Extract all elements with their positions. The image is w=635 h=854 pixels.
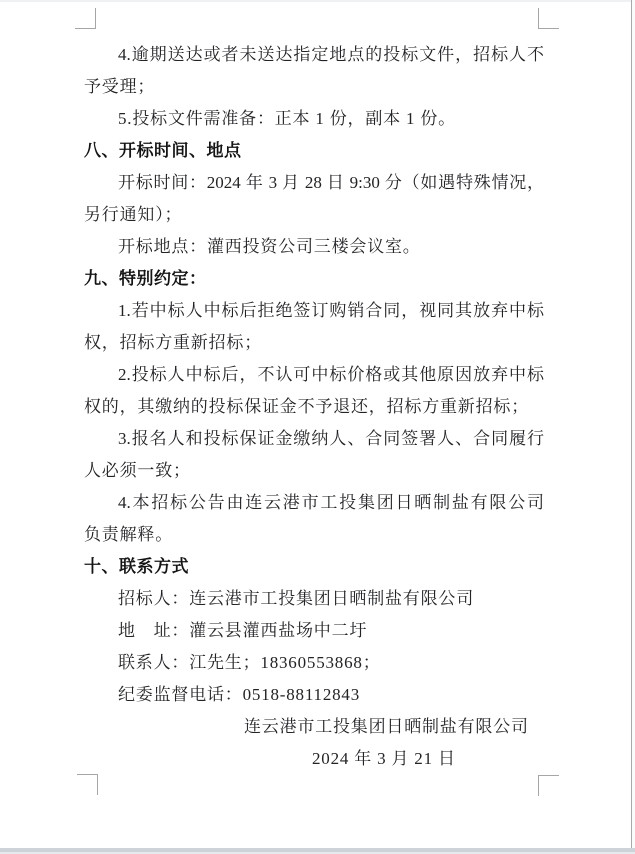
document-line: 3.报名人和投标保证金缴纳人、合同签署人、合同履行 [118, 429, 544, 448]
document-line: 地 址：灌云县灌西盐场中二圩 [118, 621, 368, 640]
margin-crop-mark-bottom-right [538, 775, 559, 796]
margin-crop-mark-top-left [75, 8, 96, 29]
document-line: 权的，其缴纳的投标保证金不予退还，招标方重新招标； [84, 397, 529, 416]
document-line: 招标人：连云港市工投集团日晒制盐有限公司 [118, 589, 474, 608]
section-heading: 十、联系方式 [84, 557, 189, 576]
section-heading: 九、特别约定： [84, 269, 207, 288]
document-line: 纪委监督电话：0518-88112843 [118, 685, 361, 704]
margin-crop-mark-bottom-left [77, 774, 98, 795]
section-heading: 八、开标时间、地点 [84, 141, 242, 160]
document-line: 5.投标文件需准备：正本 1 份，副本 1 份。 [118, 109, 456, 128]
document-line: 予受理； [84, 77, 156, 96]
document-line: 1.若中标人中标后拒绝签订购销合同，视同其放弃中标 [118, 301, 544, 320]
document-line: 开标地点：灌西投资公司三楼会议室。 [118, 237, 421, 256]
margin-crop-mark-top-right [538, 8, 559, 29]
document-line: 负责解释。 [84, 525, 173, 544]
document-line: 权，招标方重新招标； [84, 333, 262, 352]
document-line: 另行通知）； [84, 205, 183, 224]
document-line: 连云港市工投集团日晒制盐有限公司 [244, 717, 529, 736]
document-line: 2024 年 3 月 21 日 [312, 749, 456, 768]
document-line: 4.本招标公告由连云港市工投集团日晒制盐有限公司 [118, 493, 544, 512]
page-top-edge [0, 0, 635, 2]
document-line: 联系人：江先生；18360553868； [118, 653, 381, 672]
document-content [84, 39, 544, 775]
document-line: 人必须一致； [84, 461, 191, 480]
document-line: 开标时间：2024 年 3 月 28 日 9:30 分（如遇特殊情况， [118, 173, 544, 192]
document-line: 2.投标人中标后，不认可中标价格或其他原因放弃中标 [118, 365, 544, 384]
document-line: 4.逾期送达或者未送达指定地点的投标文件，招标人不 [118, 45, 544, 64]
